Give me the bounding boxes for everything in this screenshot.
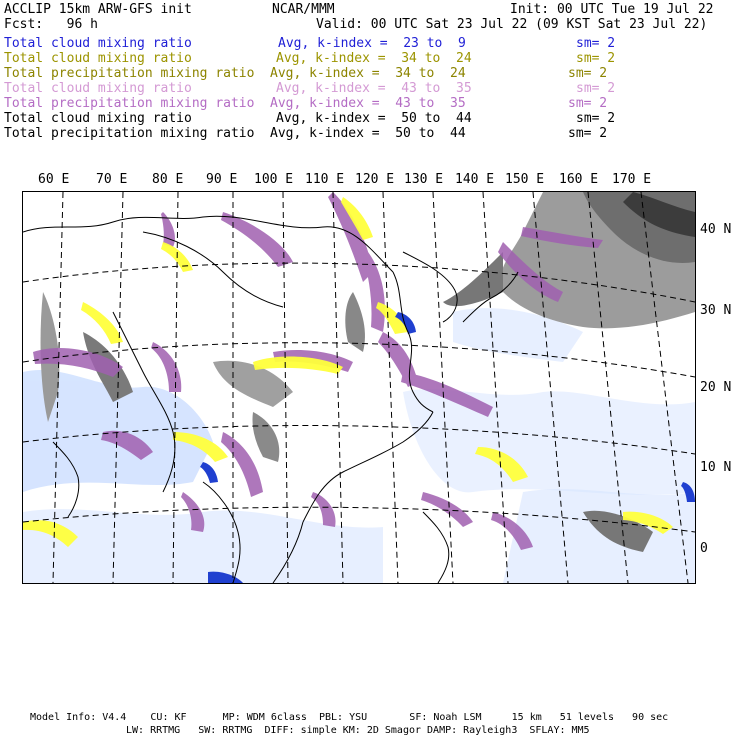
legend-sm-1: sm= 2 [576,51,616,66]
lon-label: 90 E [206,172,238,187]
legend-field-4: Total precipitation mixing ratio [4,96,255,111]
legend-field-3: Total cloud mixing ratio [4,81,192,96]
legend-avg-3: Avg, k-index = 43 to 35 [276,81,472,96]
legend-field-2: Total precipitation mixing ratio [4,66,255,81]
lon-label: 120 E [355,172,395,187]
legend-sm-3: sm= 2 [576,81,616,96]
legend-avg-0: Avg, k-index = 23 to 9 [278,36,466,51]
legend-sm-6: sm= 2 [568,126,608,141]
lon-label: 170 E [612,172,652,187]
lon-label: 110 E [305,172,345,187]
map-canvas [23,192,695,583]
title-center: NCAR/MMM [272,2,335,17]
lon-label: 60 E [38,172,70,187]
lat-label: 0 [700,541,708,556]
title-left: ACCLIP 15km ARW-GFS init [4,2,192,17]
lat-label: 10 N [700,460,732,475]
map-frame [22,191,696,584]
legend-field-5: Total cloud mixing ratio [4,111,192,126]
lon-label: 160 E [559,172,599,187]
legend-sm-2: sm= 2 [568,66,608,81]
model-info-line2: LW: RRTMG SW: RRTMG DIFF: simple KM: 2D Smagor DAMP: Rayleigh3 SFLAY: MM5 [126,725,590,736]
legend-avg-5: Avg, k-index = 50 to 44 [276,111,472,126]
legend-avg-2: Avg, k-index = 34 to 24 [270,66,466,81]
lon-label: 80 E [152,172,184,187]
legend-avg-1: Avg, k-index = 34 to 24 [276,51,472,66]
forecast-hour: Fcst: 96 h [4,17,98,32]
lon-label: 150 E [505,172,545,187]
model-info-line1: Model Info: V4.4 CU: KF MP: WDM 6class PBL: YSU SF: Noah LSM 15 km 51 levels 90 sec [30,712,669,723]
legend-sm-4: sm= 2 [568,96,608,111]
lon-label: 100 E [254,172,294,187]
lon-label: 140 E [455,172,495,187]
legend-sm-0: sm= 2 [576,36,616,51]
legend-field-1: Total cloud mixing ratio [4,51,192,66]
legend-avg-4: Avg, k-index = 43 to 35 [270,96,466,111]
legend-sm-5: sm= 2 [576,111,616,126]
lon-label: 130 E [404,172,444,187]
legend-field-6: Total precipitation mixing ratio [4,126,255,141]
valid-time: Valid: 00 UTC Sat 23 Jul 22 (09 KST Sat 23 Jul 22) [316,17,708,32]
legend-avg-6: Avg, k-index = 50 to 44 [270,126,466,141]
lon-label: 70 E [96,172,128,187]
lat-label: 30 N [700,303,732,318]
init-time: Init: 00 UTC Tue 19 Jul 22 [510,2,714,17]
legend-field-0: Total cloud mixing ratio [4,36,192,51]
lat-label: 20 N [700,380,732,395]
lat-label: 40 N [700,222,732,237]
